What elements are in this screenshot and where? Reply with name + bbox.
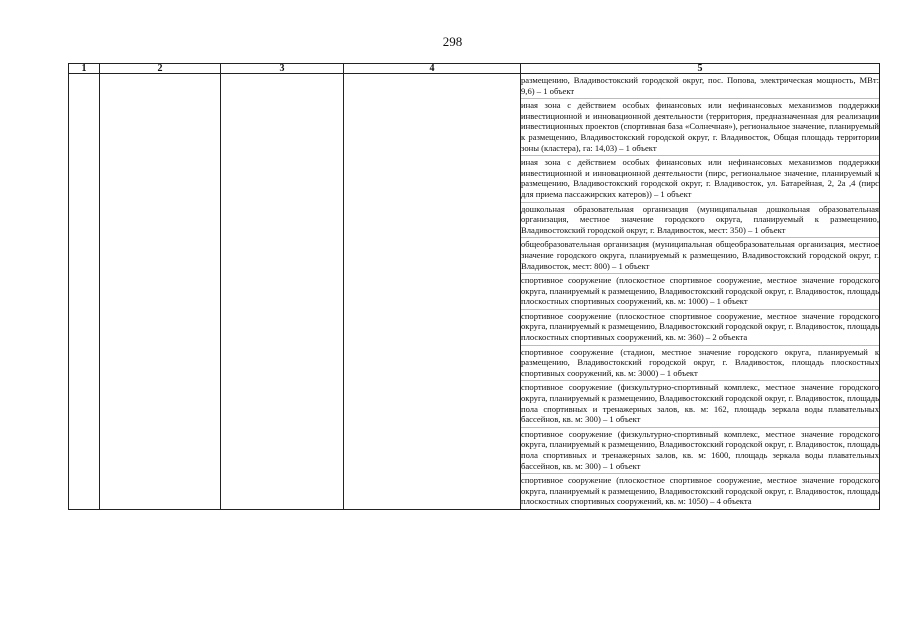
column-header-4: 4 [344, 64, 521, 74]
object-entry: спортивное сооружение (плоскостное спортивное сооружение, местное значение городского округа, планируемый к размещению, Владивостокский городской округ, г. Владивосток, площадь плоскостных спортивных сооружений, кв. м: 360) – 2 объекта [521, 309, 879, 345]
cell-col-4 [344, 74, 521, 510]
object-entry: спортивное сооружение (физкультурно-спортивный комплекс, местное значение городского округа, планируемый к размещению, Владивостокский городской округ, г. Владивосток, площадь пола спортивных и тренажерных залов, кв. м: 162, площадь зеркала воды плавательных бассейнов, кв. м: 300) – 1 объект [521, 380, 879, 426]
page-number: 298 [442, 34, 463, 49]
column-header-5: 5 [521, 64, 880, 74]
table-row [69, 74, 880, 510]
objects-table [68, 63, 880, 510]
column-header-2: 2 [100, 64, 221, 74]
object-entry: спортивное сооружение (стадион, местное значение городского округа, планируемый к размещению, Владивостокский городской округ, г. Владивосток, площадь плоскостных спортивных сооружений, кв. м: 3000) – 1 объект [521, 345, 879, 381]
object-entry: спортивное сооружение (плоскостное спортивное сооружение, местное значение городского округа, планируемый к размещению, Владивостокский городской округ, г. Владивосток, площадь плоскостных спортивных сооружений, кв. м: 1050) – 4 объекта [521, 473, 879, 509]
object-entry: размещению, Владивостокский городской округ, пос. Попова, электрическая мощность, МВт: 9,6) – 1 объект [521, 75, 879, 96]
object-entry: иная зона с действием особых финансовых или нефинансовых механизмов поддержки инвестиционной и инновационной деятельности (территория, предназначенная для реализации инвестиционных проектов (спортивная база «Солнечная»), региональное значение, планируемый к размещению, Владивостокский городской округ, г. Владивосток, Общая площадь территории зоны (кластера), га: 14,03) – 1 объект [521, 98, 879, 155]
object-entry: спортивное сооружение (физкультурно-спортивный комплекс, местное значение городского округа, планируемый к размещению, Владивостокский городской округ, г. Владивосток, площадь пола спортивных и тренажерных залов, кв. м: 1600, площадь зеркала воды плавательных бассейнов, кв. м: 300) – 1 объект [521, 427, 879, 473]
column-header-1: 1 [69, 64, 100, 74]
object-entry: дошкольная образовательная организация (муниципальная дошкольная образовательная организация, местное значение городского округа, планируемый к размещению, Владивостокский городской округ, г. Владивосток, мест: 350) – 1 объект [521, 202, 879, 238]
object-entry: иная зона с действием особых финансовых или нефинансовых механизмов поддержки инвестиционной и инновационной деятельности (пирс, региональное значение, планируемый к размещению, Владивостокский городской округ, г. Владивосток, ул. Батарейная, 2, 2а ,4 (пирс для приема пассажирских катеров)) – 1 объект [521, 155, 879, 201]
cell-col-5 [521, 74, 880, 510]
cell-col-1 [69, 74, 100, 510]
cell-col-2 [100, 74, 221, 510]
object-entry: спортивное сооружение (плоскостное спортивное сооружение, местное значение городского округа, планируемый к размещению, Владивостокский городской округ, г. Владивосток, площадь плоскостных спортивных сооружений, кв. м: 1000) – 1 объект [521, 273, 879, 309]
table-header-row [69, 64, 880, 74]
object-entry: общеобразовательная организация (муниципальная общеобразовательная организация, местное значение городского округа, планируемый к размещению, Владивостокский городской округ, г. Владивосток, мест: 800) – 1 объект [521, 237, 879, 273]
column-header-3: 3 [221, 64, 344, 74]
cell-col-3 [221, 74, 344, 510]
